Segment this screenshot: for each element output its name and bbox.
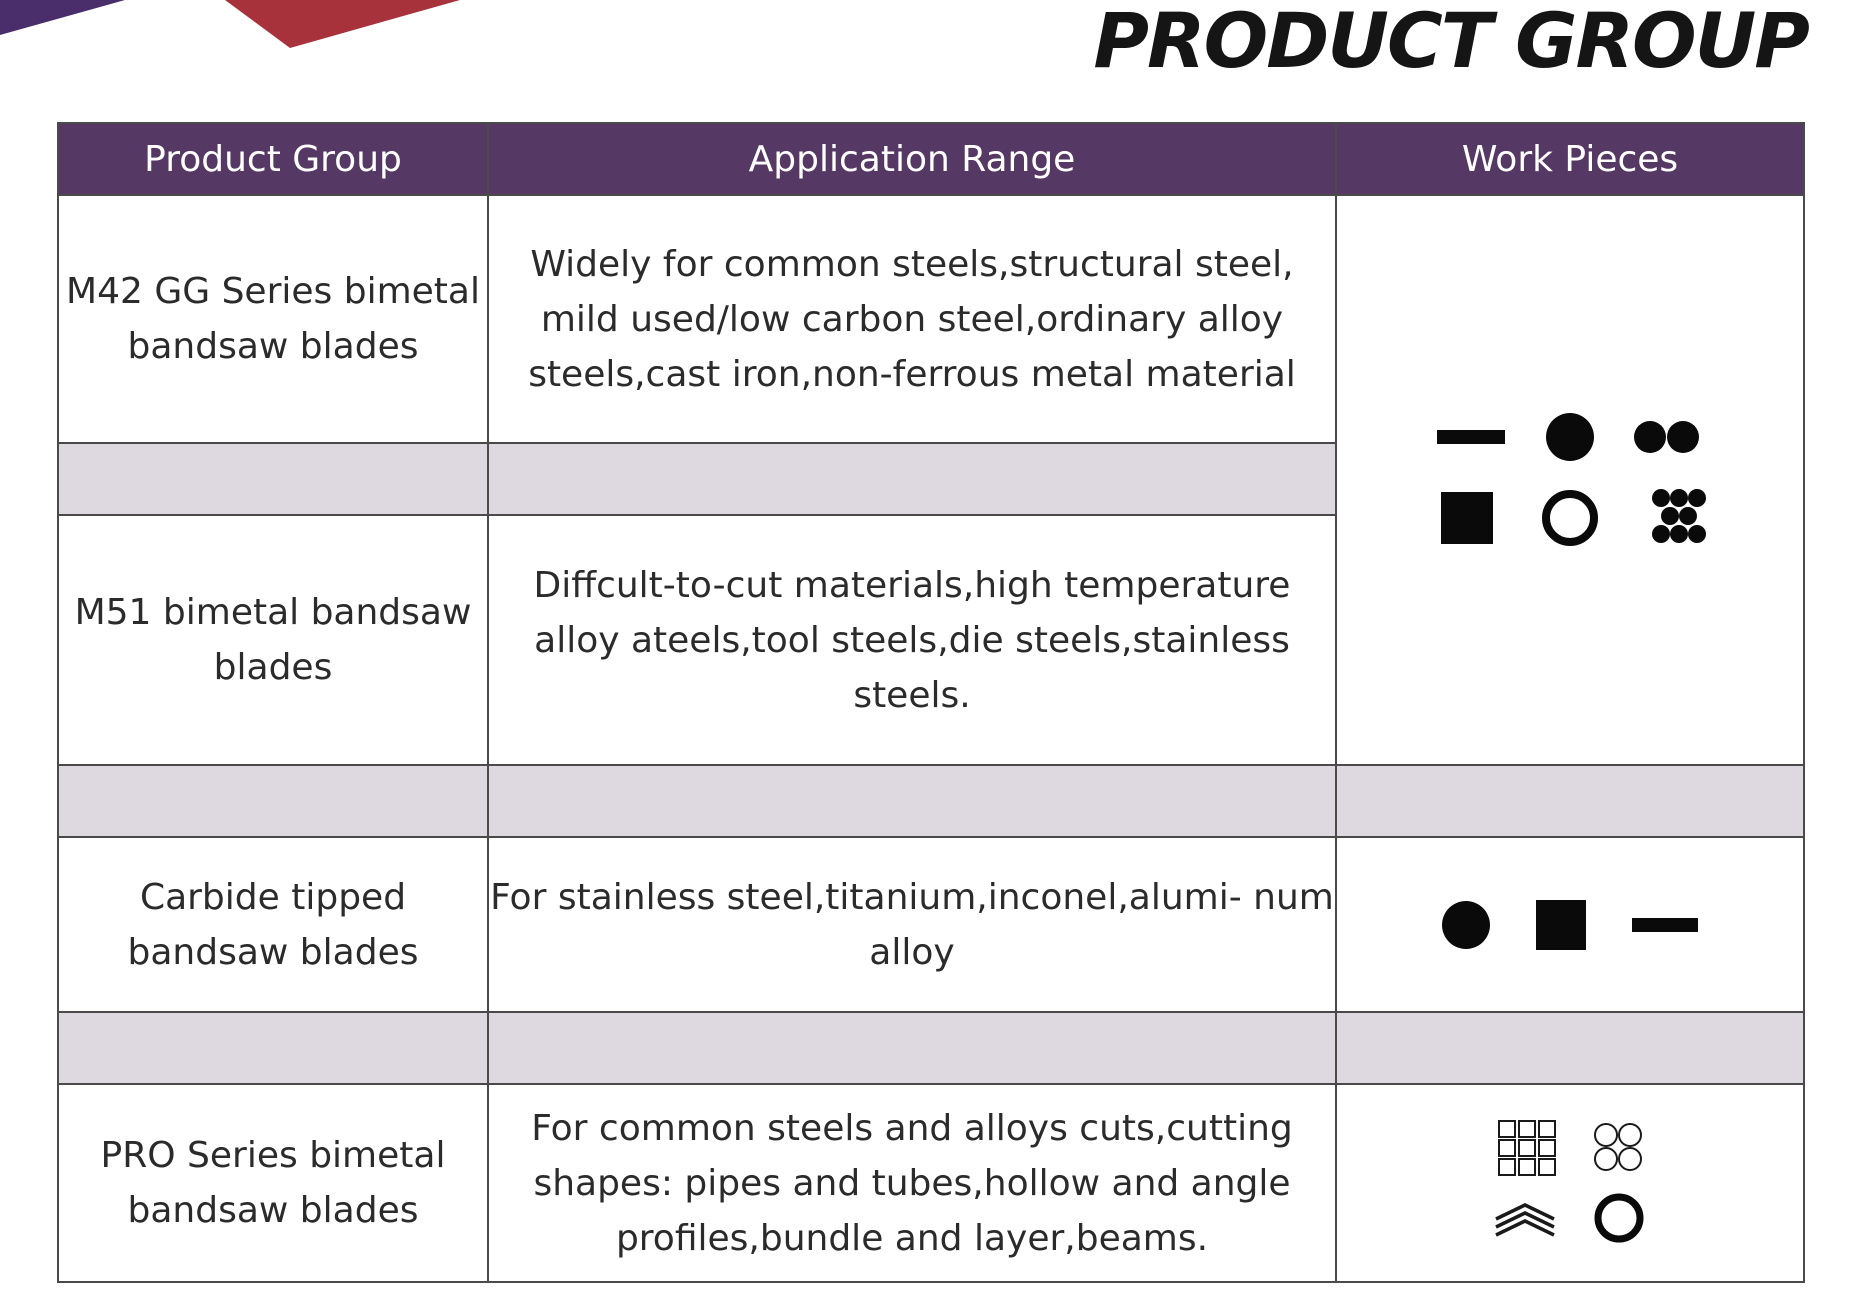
round-bar-icon: [1440, 898, 1492, 952]
spacer-cell: [58, 765, 488, 837]
table-row: [58, 195, 1804, 443]
product-group-cell: PRO Series bimetal bandsaw blades: [58, 1084, 488, 1282]
spacer-row: [58, 1012, 1804, 1084]
application-range-cell: Diffcult-to-cut materials,high temperature alloy ateels,tool steels,die steels,stainless steels.: [488, 515, 1336, 765]
angle-profiles-icon: [1494, 1189, 1556, 1247]
tube-icon: [1541, 488, 1599, 548]
work-pieces-cell: [1336, 195, 1804, 765]
spacer-cell: [1336, 1012, 1804, 1084]
column-header-work-pieces: Work Pieces: [1336, 123, 1804, 195]
bundled-rounds-icon: [1637, 488, 1709, 548]
flat-bar-icon: [1630, 898, 1700, 952]
spacer-cell: [488, 443, 1336, 515]
product-group-cell: M42 GG Series bimetal bandsaw blades: [58, 195, 488, 443]
square-bar-icon: [1431, 488, 1503, 548]
square-bar-icon: [1534, 898, 1588, 952]
table-row: [58, 1084, 1804, 1282]
product-group-table: [57, 122, 1805, 1283]
work-pieces-cell: [1336, 837, 1804, 1012]
column-header-application-range: Application Range: [488, 123, 1336, 195]
work-pieces-cell: [1336, 1084, 1804, 1282]
application-range-cell: For common steels and alloys cuts,cutting shapes: pipes and tubes,hollow and angle profiles,bundle and layer,beams.: [488, 1084, 1336, 1282]
spacer-cell: [488, 1012, 1336, 1084]
round-tube-bundle-icon: [1593, 1119, 1643, 1177]
page-title: PRODUCT GROUP: [1093, 0, 1808, 85]
flat-bar-icon: [1435, 412, 1507, 462]
table-row: [58, 837, 1804, 1012]
application-range-cell: For stainless steel,titanium,inconel,alumi- num alloy: [488, 837, 1336, 1012]
spacer-cell: [58, 1012, 488, 1084]
product-group-cell: M51 bimetal bandsaw blades: [58, 515, 488, 765]
round-bar-icon: [1545, 412, 1595, 462]
spacer-row: [58, 765, 1804, 837]
application-range-cell: Widely for common steels,structural steel, mild used/low carbon steel,ordinary alloy steels,cast iron,non-ferrous metal material: [488, 195, 1336, 443]
table-header-row: [58, 123, 1804, 195]
column-header-product-group: Product Group: [58, 123, 488, 195]
spacer-cell: [1336, 765, 1804, 837]
spacer-cell: [488, 765, 1336, 837]
product-group-cell: Carbide tipped bandsaw blades: [58, 837, 488, 1012]
spacer-cell: [58, 443, 488, 515]
square-tube-bundle-icon: [1497, 1119, 1557, 1177]
pipe-icon: [1592, 1189, 1646, 1247]
double-round-bar-icon: [1633, 412, 1705, 462]
decorative-banner-shapes: [0, 0, 520, 70]
